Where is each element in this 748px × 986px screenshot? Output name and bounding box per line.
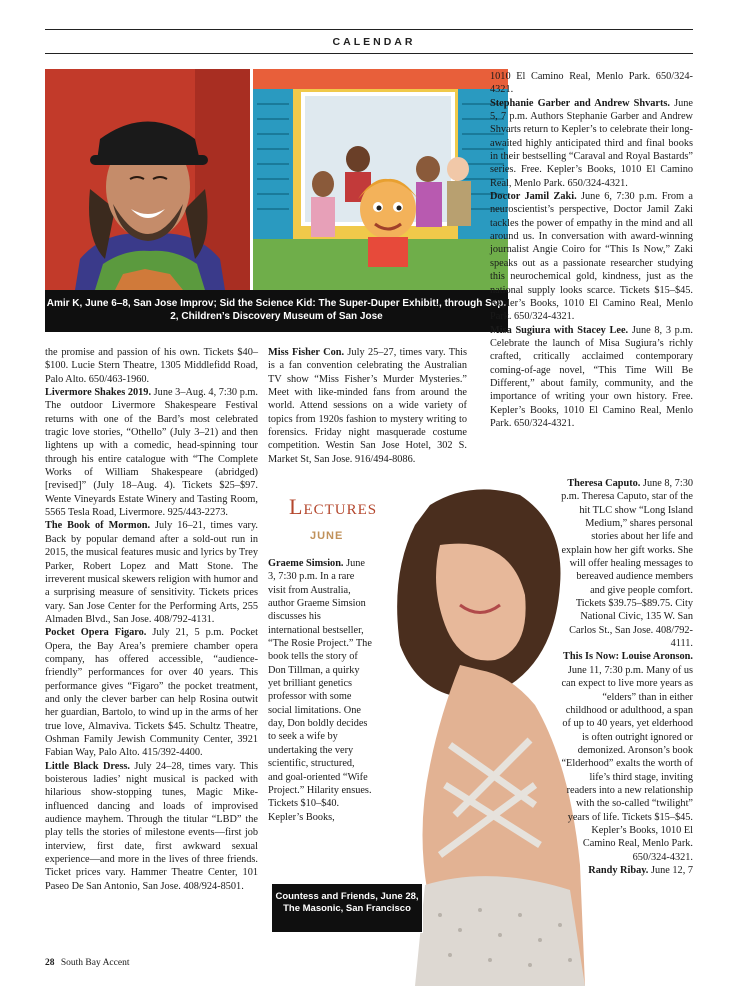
event-title: This Is Now: Louise Aronson.	[563, 651, 693, 663]
event-title: Theresa Caputo.	[567, 478, 641, 489]
event-entry	[268, 346, 467, 466]
photo-amir-k	[45, 69, 250, 290]
right-column-top	[490, 70, 693, 430]
event-entry	[45, 760, 258, 893]
event-title: Graeme Simsion.	[268, 558, 344, 569]
event-title: Miss Fisher Con.	[268, 347, 345, 358]
event-title: Misa Sugiura with Stacey Lee.	[490, 324, 629, 336]
event-entry	[560, 650, 693, 864]
lectures-month: JUNE	[310, 530, 344, 542]
event-entry	[45, 519, 258, 626]
event-text: July 16–21, times vary. Back by popular demand after a sold-out run in 2015, the musical features music and lyrics by Trey Parker, Robert Lopez and Matt Stone. The irreverent musical skewers religion with humor and a surprising measure of sensitivity. Tickets prices vary. San Jose Center for the Performing Arts, 255 Almaden Blvd., San Jose. 408/792-4131.	[45, 520, 258, 625]
event-entry	[45, 346, 258, 386]
event-title: Randy Ribay.	[588, 864, 649, 876]
event-entry	[560, 864, 693, 877]
event-title: Stephanie Garber and Andrew Shvarts.	[490, 97, 670, 109]
event-entry	[490, 324, 693, 431]
event-text: July 21, 5 p.m. Pocket Opera, the Bay Area’s premiere chamber opera company, has offered accessible, “audience-friendly” performances for over 40 years. This performance gives “Figaro” the pocket treatment, and only the clever barber can help Rosina outwit her guardian, Bartolo, to wind up in the arms of her true love, Almaviva. Tickets $45. Schultz Theatre, Oshman Family Jewish Community Center, 3921 Fabian Way, Palo Alto. 415/392-4400.	[45, 627, 258, 759]
event-text: July 25–27, times vary. This is a fan convention celebrating the Australian TV show “Miss Fisher’s Murder Mysteries.” Meet with like-minded fans from around the world. Attend sessions on a wide variety of topics from 1920s fashion to mystery writing to forensics. Friday night masquerade costume competition. Westin San Jose Hotel, 302 S. Market St, San Jose. 916/494-8086.	[268, 347, 468, 465]
left-column	[45, 346, 258, 893]
event-text: July 24–28, times vary. This boisterous ladies’ night musical is packed with hilarious show-stopping tunes, Magic Mike-influenced dancing and loads of improvised audience mayhem. Through the titular “LBD” the play tells the stories of milestone events—first job interview, first date, first awkward sexual experience—and more in the lives of three friends. Ticket prices vary. Hammer Theatre Center, 101 Paseo De San Antonio, San Jose. 408/924-8501.	[45, 760, 258, 892]
event-entry	[268, 557, 372, 824]
top-rule	[45, 29, 693, 30]
top-rule-lower	[45, 53, 693, 54]
event-title: Pocket Opera Figaro.	[45, 627, 147, 639]
event-text: June 8, 3 p.m. Celebrate the launch of Misa Sugiura’s richly crafted, critically acclaimed contemporary coming-of-age novel, “This Time Will Be Different,” about family, community, and the importance of writing your own history. Free. Kepler’s Books, 1010 El Camino Real, Menlo Park. 650/324-4321.	[490, 324, 693, 429]
event-entry	[45, 386, 258, 519]
event-entry	[490, 97, 693, 190]
event-text: June 11, 7:30 p.m. Many of us can expect to live more years as “elders” than in either childhood or adulthood, a span of up to 40 years, yet elderhood is often outright ignored or demonized. Aronson’s book “Elderhood” exalts the worth of life’s third stage, inviting readers into a new relationship with the so-called “twilight” years of life. Tickets $15–$45. Kepler’s Books, 1010 El Camino Real, Menlo Park. 650/324-4321.	[561, 664, 693, 863]
event-title: Livermore Shakes 2019.	[45, 387, 152, 399]
event-text: June 3, 7:30 p.m. In a rare visit from Australia, author Graeme Simsion discusses his international bestseller, “The Rosie Project.” The book tells the story of Don Tillman, a quirky yet brilliant genetics professor with some social limitations. One day, Don boldly decides to seek a wife by undertaking the very scientific, structured, and goal-oriented “Wife Project.” Hilarity ensues. Tickets $10–$40. Kepler’s Books,	[268, 558, 372, 823]
page-number: 28	[45, 958, 55, 968]
publication-name: South Bay Accent	[60, 958, 130, 968]
event-title: The Book of Mormon.	[45, 520, 151, 532]
event-text: June 12, 7	[648, 864, 693, 876]
section-header: CALENDAR	[332, 36, 416, 48]
middle-column-bottom	[268, 557, 372, 824]
event-text: 1010 El Camino Real, Menlo Park. 650/324-4321.	[490, 71, 693, 96]
event-entry	[560, 477, 693, 650]
photo-caption: Amir K, June 6–8, San Jose Improv; Sid the Science Kid: The Super-Duper Exhibit!, through Sep. 2, Children’s Discovery Museum of San Jose	[45, 290, 508, 332]
event-text: June 6, 7:30 p.m. From a neuroscientist’s perspective, Doctor Jamil Zaki tackles the power of empathy in the mind and all around us. In conversation with award-winning journalist Angie Coiro for “This Is Now,” Zaki speaks out as a passionate researcher studying this neurochemical gold, kindness, just as the national supply looks scarce. Tickets $15–$45. Kepler’s Books, 1010 El Camino Real, Menlo Park. 650/324-4321.	[490, 191, 693, 323]
lectures-heading: Lectures	[289, 494, 378, 519]
event-entry	[490, 190, 693, 323]
event-title: Little Black Dress.	[45, 760, 130, 772]
photo-sid-science-kid	[253, 69, 508, 290]
middle-column-top	[268, 346, 467, 466]
event-text: June 5, 7 p.m. Authors Stephanie Garber and Andrew Shvarts return to Kepler’s to celebrate their long-awaited highly anticipated third and final books in their bestselling “Caraval and Royal Bastards” series. Free. Kepler’s Books, 1010 El Camino Real, Menlo Park. 650/324-4321.	[490, 97, 693, 189]
event-entry	[45, 626, 258, 759]
page-footer	[45, 958, 129, 968]
event-entry	[490, 70, 693, 97]
right-column-bottom	[560, 477, 693, 877]
event-text: the promise and passion of his own. Tickets $40–$100. Lucie Stern Theatre, 1305 Middlefidd Road, Palo Alto. 650/463-1960.	[45, 347, 258, 385]
photo2-caption: Countess and Friends, June 28, The Masonic, San Francisco	[271, 883, 423, 933]
event-text: June 8, 7:30 p.m. Theresa Caputo, star of the hit TLC show “Long Island Medium,” shares personal stories about her life and explain how her gift works. She will offer healing messages to bereaved audience members and give people comfort. Tickets $39.75–$89.75. City National Civic, 135 W. San Carlos St., San Jose. 408/792-4111.	[561, 478, 693, 650]
event-text: June 3–Aug. 4, 7:30 p.m. The outdoor Livermore Shakespeare Festival returns with one of the Bard’s most celebrated tragic love stories, “Othello” (July 3–21) and then lightens up with a comedic, head-spinning tour through his entire catalogue with “The Complete Works of William Shakespeare (abridged)[revised]” (July 18–Aug. 4). Tickets $25–$97. Wente Vineyards Estate Winery and Tasting Room, 5565 Tesla Road, Livermore. 925/443-2273.	[45, 387, 259, 519]
event-title: Doctor Jamil Zaki.	[490, 191, 577, 203]
